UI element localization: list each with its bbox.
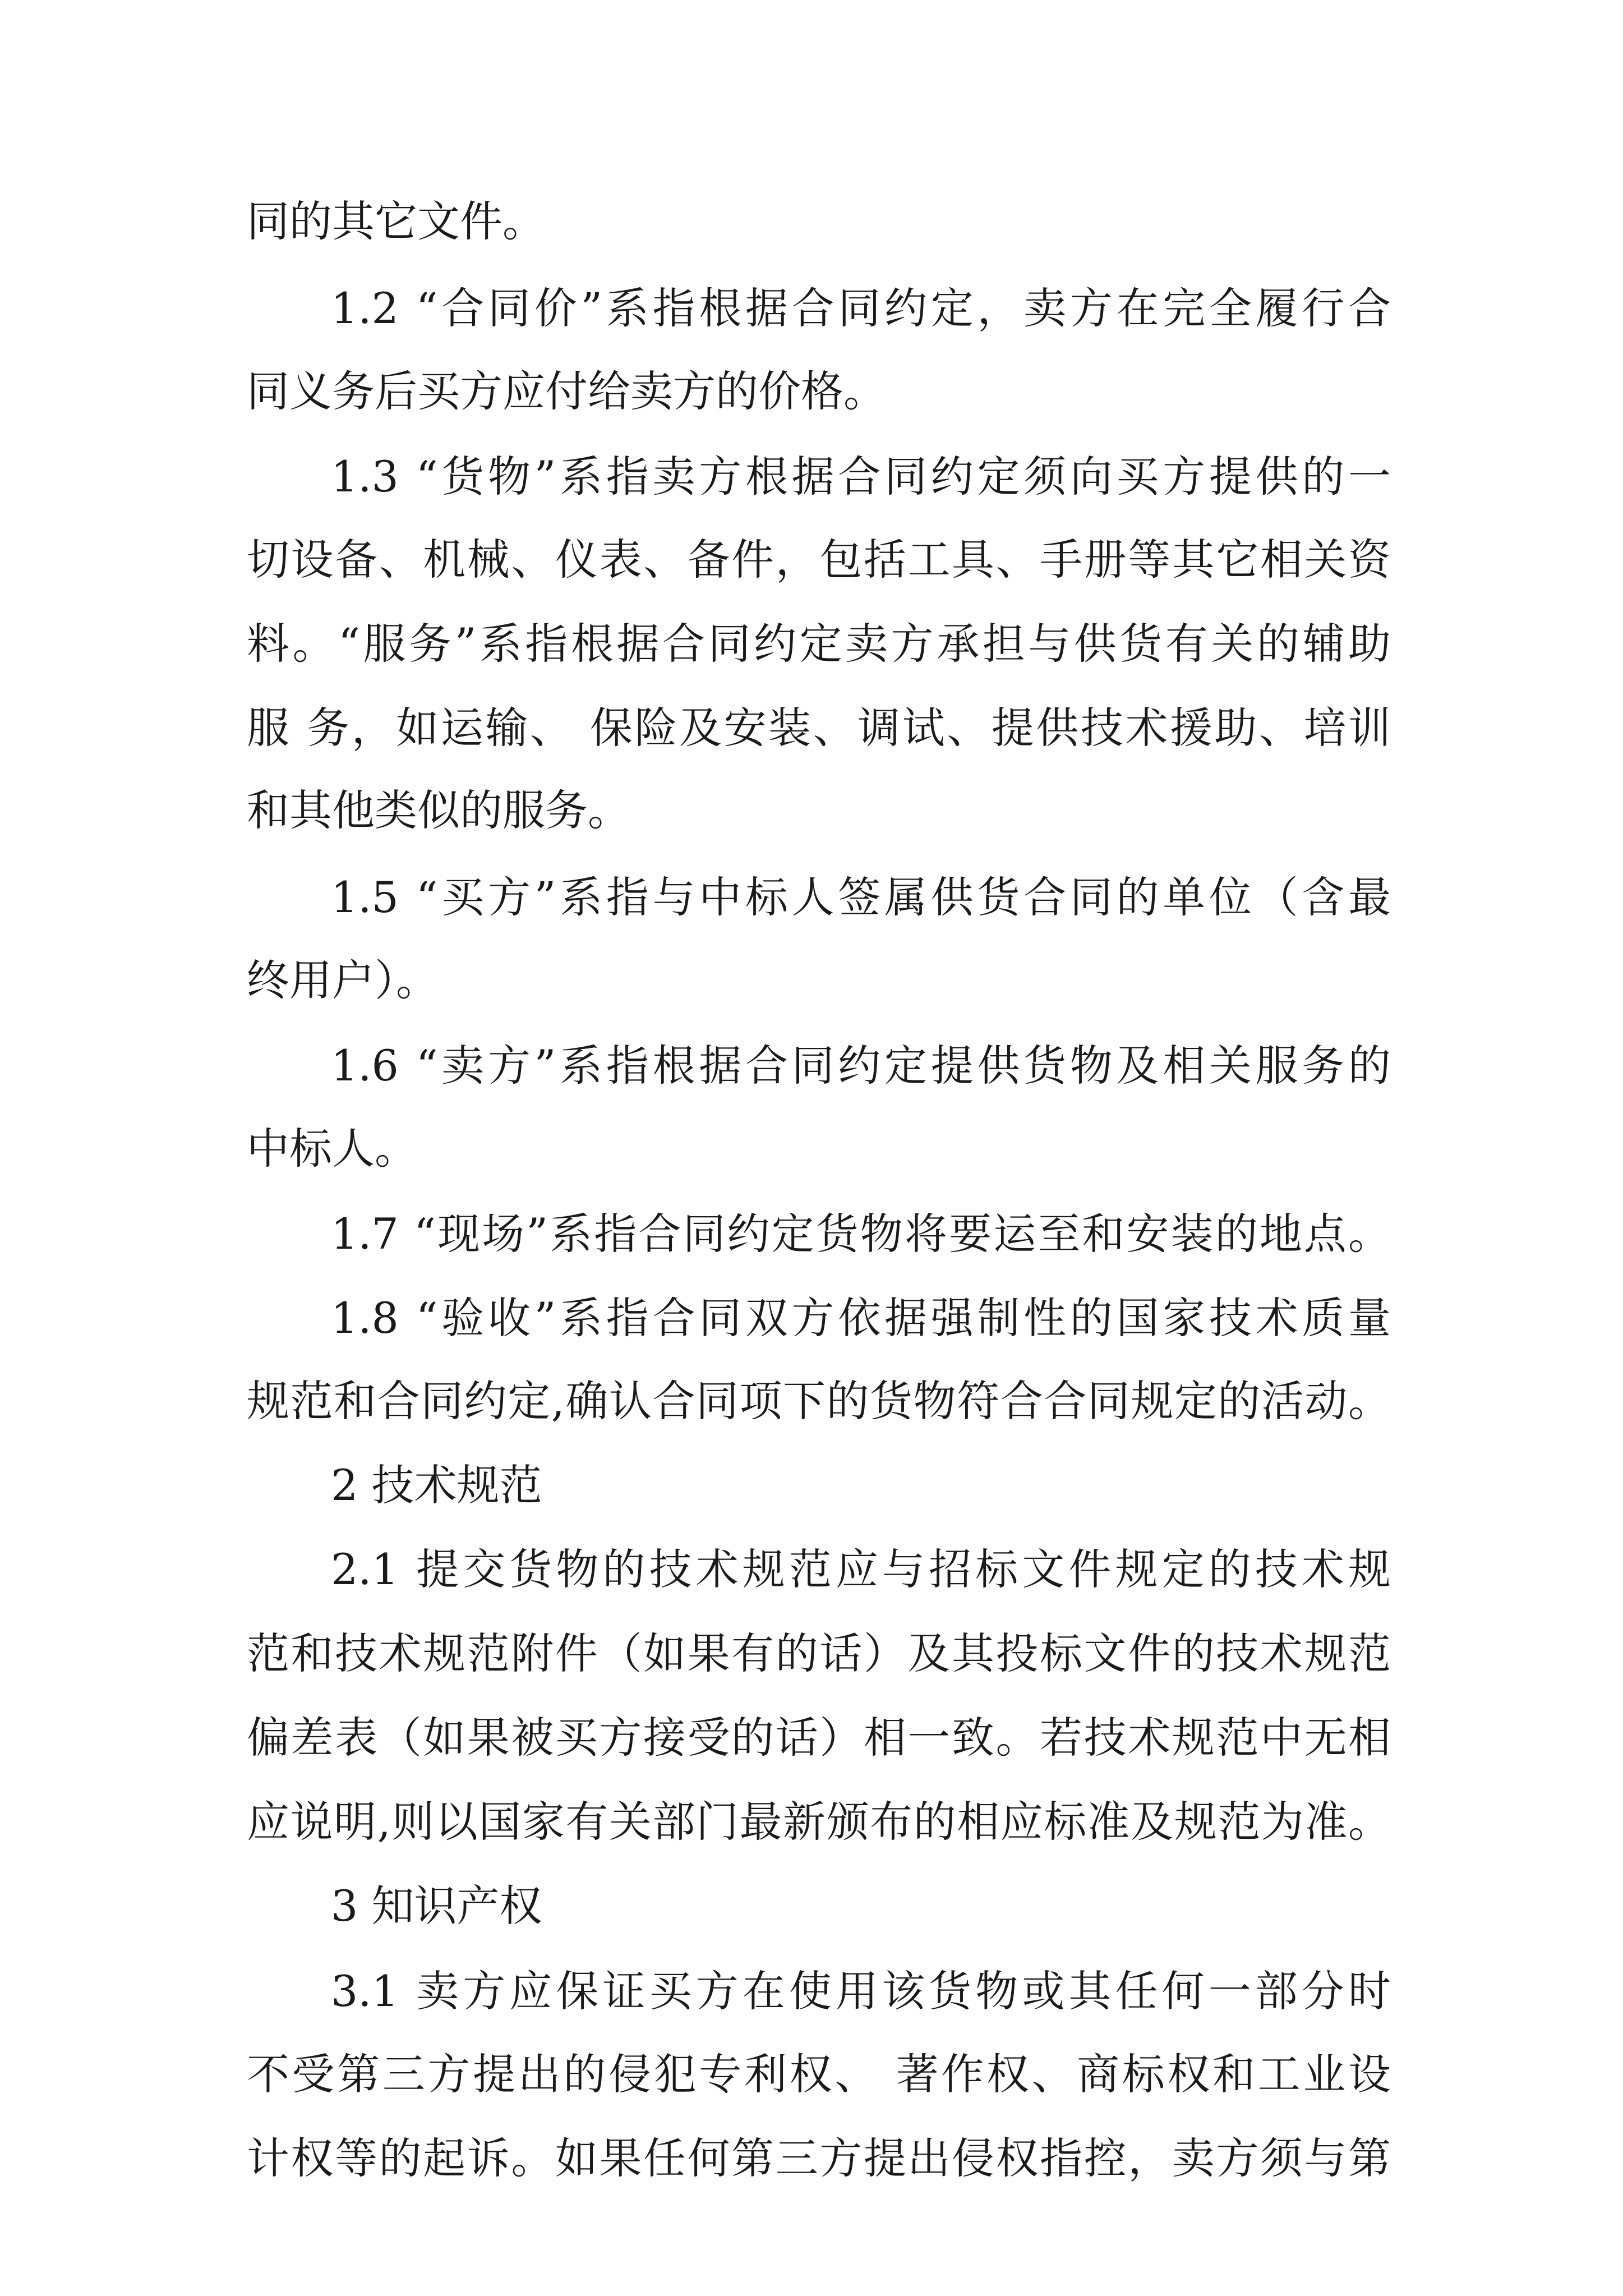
clause-2-1-line: 2.1 提交货物的技术规范应与招标文件规定的技术规 [331, 1544, 1391, 1594]
clause-1-2-line: 1.2 “合同价”系指根据合同约定，卖方在完全履行合 [331, 283, 1391, 333]
text-line: 切设备、机械、仪表、备件，包括工具、手册等其它相关资 [247, 535, 1391, 585]
text-line: 偏差表（如果被买方接受的话）相一致。若技术规范中无相 [247, 1713, 1391, 1763]
section-heading-2: 2 技术规范 [331, 1460, 542, 1510]
clause-1-5-line: 1.5 “买方”系指与中标人签属供货合同的单位（含最 [331, 872, 1391, 922]
text-line: 不受第三方提出的侵犯专利权、 著作权、商标权和工业设 [247, 2049, 1391, 2099]
text-line: 服 务，如运输、 保险及安装、调试、提供技术援助、培训 [247, 703, 1391, 753]
section-heading-3: 3 知识产权 [331, 1881, 542, 1931]
text-line: 规范和合同约定,确认合同项下的货物符合合同规定的活动。 [247, 1376, 1391, 1426]
text-line: 同的其它文件。 [247, 196, 545, 246]
clause-1-6-line: 1.6 “卖方”系指根据合同约定提供货物及相关服务的 [331, 1041, 1391, 1091]
text-line: 料。“服务”系指根据合同约定卖方承担与供货有关的辅助 [247, 619, 1391, 669]
clause-3-1-line: 3.1 卖方应保证买方在使用该货物或其任何一部分时 [331, 1966, 1391, 2016]
clause-1-8-line: 1.8 “验收”系指合同双方依据强制性的国家技术质量 [331, 1293, 1391, 1343]
clause-1-3-line: 1.3 “货物”系指卖方根据合同约定须向买方提供的一 [331, 452, 1391, 501]
clause-1-7-line: 1.7 “现场”系指合同约定货物将要运至和安装的地点。 [331, 1209, 1391, 1259]
text-line: 范和技术规范附件（如果有的话）及其投标文件的技术规范 [247, 1628, 1391, 1678]
text-line: 同义务后买方应付给卖方的价格。 [247, 366, 886, 416]
text-line: 终用户）。 [247, 955, 439, 1005]
text-line: 中标人。 [247, 1124, 417, 1174]
text-line: 计权等的起诉。如果任何第三方提出侵权指控，卖方须与第 [247, 2133, 1391, 2183]
text-line: 应说明,则以国家有关部门最新颁布的相应标准及规范为准。 [247, 1797, 1391, 1847]
text-line: 和其他类似的服务。 [247, 785, 630, 835]
